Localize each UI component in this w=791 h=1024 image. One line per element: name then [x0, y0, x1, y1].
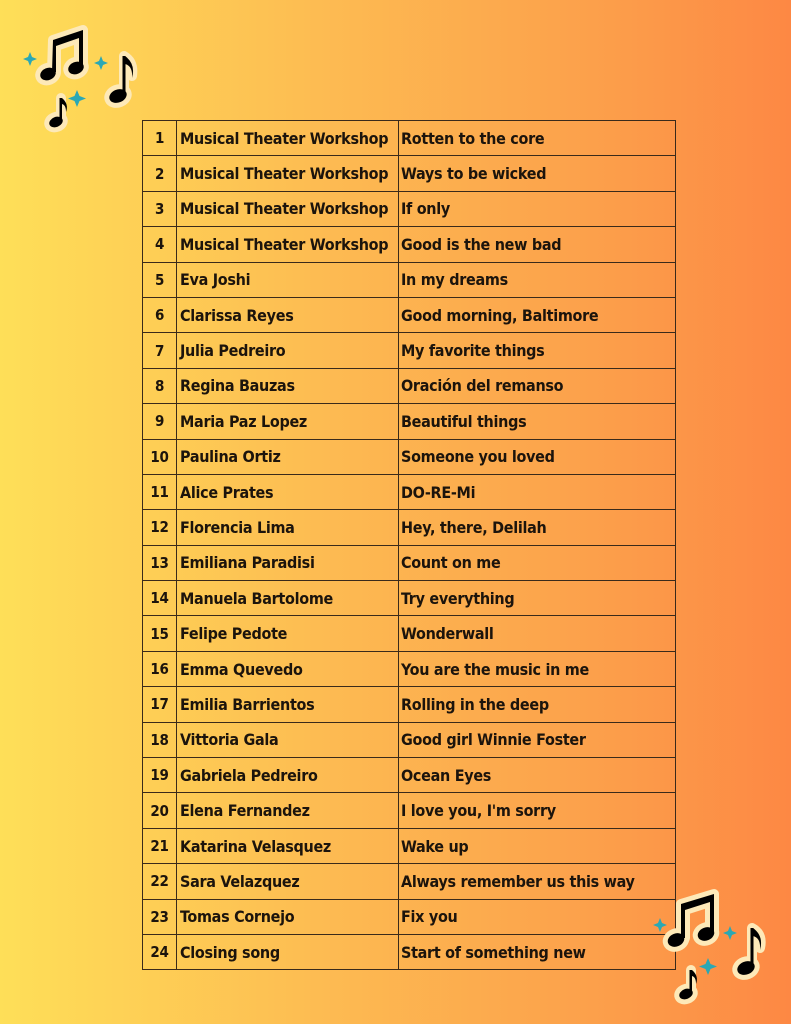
table-row [143, 439, 676, 474]
row-number: 19 [143, 758, 177, 793]
performer-name: Musical Theater Workshop [177, 156, 399, 191]
song-title: Rolling in the deep [399, 687, 676, 722]
song-title: In my dreams [399, 262, 676, 297]
music-notes-icon [646, 882, 781, 1010]
song-title: I love you, I'm sorry [399, 793, 676, 828]
row-number: 7 [143, 333, 177, 368]
song-title: Beautiful things [399, 404, 676, 439]
row-number: 2 [143, 156, 177, 191]
song-title: Fix you [399, 899, 676, 934]
row-number: 17 [143, 687, 177, 722]
row-number: 3 [143, 191, 177, 226]
table-row [143, 227, 676, 262]
performer-name: Manuela Bartolome [177, 581, 399, 616]
performer-name: Katarina Velasquez [177, 828, 399, 863]
row-number: 13 [143, 545, 177, 580]
row-number: 5 [143, 262, 177, 297]
row-number: 18 [143, 722, 177, 757]
song-title: DO-RE-Mi [399, 474, 676, 509]
performer-name: Regina Bauzas [177, 368, 399, 403]
table-row [143, 474, 676, 509]
row-number: 6 [143, 297, 177, 332]
table-row [143, 793, 676, 828]
performer-name: Emilia Barrientos [177, 687, 399, 722]
performer-name: Elena Fernandez [177, 793, 399, 828]
table-row [143, 722, 676, 757]
table-row [143, 687, 676, 722]
song-title: Hey, there, Delilah [399, 510, 676, 545]
table-row [143, 191, 676, 226]
song-title: Count on me [399, 545, 676, 580]
performer-name: Musical Theater Workshop [177, 191, 399, 226]
program-table [142, 120, 676, 970]
table-row [143, 651, 676, 686]
song-title: Ways to be wicked [399, 156, 676, 191]
table-row [143, 368, 676, 403]
song-title: Good morning, Baltimore [399, 297, 676, 332]
performer-name: Julia Pedreiro [177, 333, 399, 368]
row-number: 14 [143, 581, 177, 616]
performer-name: Tomas Cornejo [177, 899, 399, 934]
performer-name: Paulina Ortiz [177, 439, 399, 474]
table-row [143, 510, 676, 545]
song-title: Wake up [399, 828, 676, 863]
row-number: 15 [143, 616, 177, 651]
program-rows [143, 121, 676, 970]
row-number: 11 [143, 474, 177, 509]
performer-name: Sara Velazquez [177, 864, 399, 899]
row-number: 12 [143, 510, 177, 545]
performer-name: Alice Prates [177, 474, 399, 509]
performer-name: Vittoria Gala [177, 722, 399, 757]
song-title: Someone you loved [399, 439, 676, 474]
song-title: Rotten to the core [399, 121, 676, 156]
row-number: 9 [143, 404, 177, 439]
song-title: Try everything [399, 581, 676, 616]
table-row [143, 297, 676, 332]
song-title: If only [399, 191, 676, 226]
table-row [143, 581, 676, 616]
song-title: Good girl Winnie Foster [399, 722, 676, 757]
performer-name: Gabriela Pedreiro [177, 758, 399, 793]
table-row [143, 404, 676, 439]
performer-name: Felipe Pedote [177, 616, 399, 651]
song-title: Ocean Eyes [399, 758, 676, 793]
performer-name: Clarissa Reyes [177, 297, 399, 332]
song-title: Good is the new bad [399, 227, 676, 262]
performer-name: Eva Joshi [177, 262, 399, 297]
table-row [143, 262, 676, 297]
table-row [143, 828, 676, 863]
performer-name: Florencia Lima [177, 510, 399, 545]
row-number: 8 [143, 368, 177, 403]
song-title: Start of something new [399, 934, 676, 969]
performer-name: Emiliana Paradisi [177, 545, 399, 580]
table-row [143, 333, 676, 368]
table-row [143, 864, 676, 899]
table-row [143, 934, 676, 969]
music-notes-icon [14, 18, 142, 138]
table-row [143, 616, 676, 651]
performer-name: Closing song [177, 934, 399, 969]
row-number: 16 [143, 651, 177, 686]
performer-name: Maria Paz Lopez [177, 404, 399, 439]
performer-name: Musical Theater Workshop [177, 227, 399, 262]
performer-name: Musical Theater Workshop [177, 121, 399, 156]
row-number: 21 [143, 828, 177, 863]
song-title: Oración del remanso [399, 368, 676, 403]
song-title: Always remember us this way [399, 864, 676, 899]
table-row [143, 899, 676, 934]
table-row [143, 121, 676, 156]
song-title: My favorite things [399, 333, 676, 368]
table-row [143, 758, 676, 793]
song-title: Wonderwall [399, 616, 676, 651]
row-number: 23 [143, 899, 177, 934]
row-number: 4 [143, 227, 177, 262]
row-number: 20 [143, 793, 177, 828]
song-title: You are the music in me [399, 651, 676, 686]
row-number: 1 [143, 121, 177, 156]
performer-name: Emma Quevedo [177, 651, 399, 686]
row-number: 24 [143, 934, 177, 969]
table-row [143, 545, 676, 580]
table-row [143, 156, 676, 191]
row-number: 10 [143, 439, 177, 474]
row-number: 22 [143, 864, 177, 899]
